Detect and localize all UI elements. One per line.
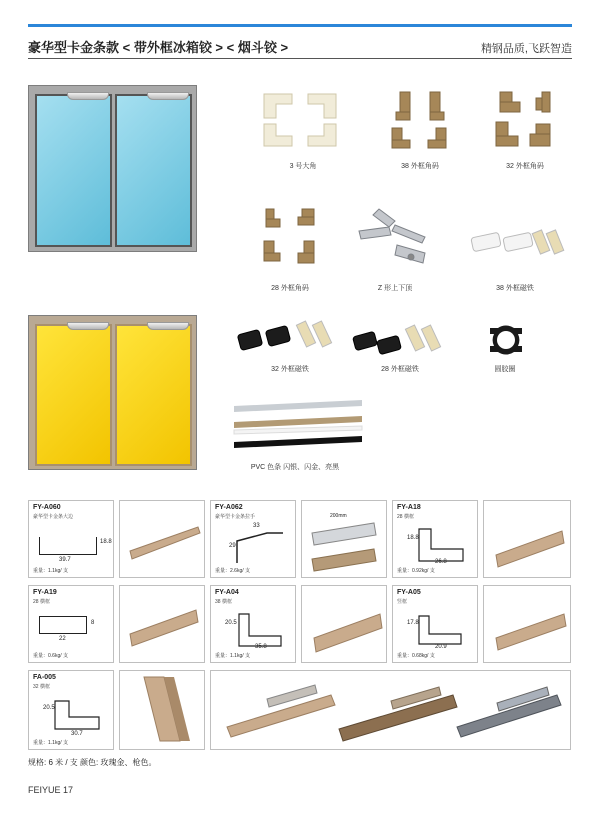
- dimension-width: 20.9: [435, 644, 447, 650]
- profile-section-diagram: [39, 616, 87, 634]
- accessory-caption: 3 号大角: [289, 163, 317, 170]
- profile-card-fy-a19: [28, 585, 114, 663]
- profile-description: 竖框: [397, 599, 408, 605]
- profile-section-diagram: [39, 537, 97, 555]
- door-handle: [147, 322, 189, 330]
- profile-code: FA-005: [33, 674, 56, 681]
- profile-code: FY-A05: [397, 589, 421, 596]
- blue-glass-cabinet-image: [28, 85, 197, 252]
- dimension-width: 22: [59, 636, 66, 642]
- door-handle: [147, 92, 189, 100]
- profile-weight: 重量：0.6kg/ 支: [33, 653, 69, 659]
- accessory-caption: PVC 色条 闪银、闪金、亮黑: [250, 464, 340, 471]
- yellow-glass-door-right: [115, 324, 192, 466]
- profile-section-diagram: [227, 527, 287, 567]
- rubber-ring-image: [484, 320, 528, 358]
- profile-description: 豪华型卡金条大边: [33, 514, 74, 520]
- profile-code: FY-A19: [33, 589, 57, 596]
- profile-card-fy-a060: [28, 500, 114, 578]
- profile-code: FY-A04: [215, 589, 239, 596]
- magnet-28-image: [350, 322, 450, 362]
- accessory-caption: 38 外框角码: [401, 163, 439, 170]
- header-divider: [28, 58, 572, 59]
- accessory-caption: Z 形上下顶: [377, 285, 413, 292]
- accessory-caption: 32 外框角码: [506, 163, 544, 170]
- accessory-caption: 28 外框磁铁: [381, 366, 419, 373]
- header-slogan: 精钢品质,飞跃智造: [480, 43, 572, 55]
- profile-section-diagram: [45, 693, 105, 735]
- profile-photo-fy-a04: [301, 585, 387, 663]
- dimension-width: 39.7: [59, 557, 71, 563]
- profile-description: 28 横框: [33, 599, 50, 605]
- corner-bracket-28-image: [258, 205, 322, 267]
- yellow-glass-cabinet-image: [28, 315, 197, 470]
- profile-card-fy-a18: [392, 500, 478, 578]
- profile-card-fy-a062: [210, 500, 296, 578]
- pvc-color-strips-image: [232, 398, 364, 454]
- page-title: 豪华型卡金条款 < 带外框冰箱铰 > < 烟斗铰 >: [28, 40, 289, 55]
- profile-weight: 重量：1.1kg/ 支: [33, 568, 69, 574]
- profile-description: 32 横框: [33, 684, 50, 690]
- corner-bracket-38-image: [388, 90, 452, 152]
- profile-description: 28 横框: [397, 514, 414, 520]
- dimension-height: 18.8: [100, 539, 112, 545]
- accessory-caption: 38 外框磁铁: [496, 285, 534, 292]
- magnet-32-image: [235, 318, 345, 358]
- dimension-height: 20.5: [43, 705, 55, 711]
- profile-weight: 重量：1.1kg/ 支: [33, 740, 69, 746]
- profile-card-fy-a04: [210, 585, 296, 663]
- dimension-height: 18.8: [407, 535, 419, 541]
- profile-card-fa-005: [28, 670, 114, 750]
- dimension-height: 29: [229, 543, 236, 549]
- dimension-width: 33: [253, 523, 260, 529]
- blue-glass-door-left: [35, 94, 112, 247]
- profile-weight: 重量：0.92kg/ 支: [397, 568, 435, 574]
- profile-weight: 重量：0.68kg/ 支: [397, 653, 435, 659]
- door-handle: [67, 322, 109, 330]
- profile-photo-fy-a19: [119, 585, 205, 663]
- yellow-glass-door-left: [35, 324, 112, 466]
- handle-profiles-photo: [210, 670, 571, 750]
- door-handle: [67, 92, 109, 100]
- profile-photo-fy-a05: [483, 585, 571, 663]
- z-shaped-top-bottom-pin-image: [355, 205, 435, 269]
- profile-description: 豪华型卡金条拉手: [215, 514, 256, 520]
- corner-bracket-32-image: [492, 88, 558, 152]
- profile-photo-fy-a062: [301, 500, 387, 578]
- dimension-width: 26.8: [435, 559, 447, 565]
- profile-photo-fa-005: [119, 670, 205, 750]
- dimension-height: 20.5: [225, 620, 237, 626]
- blue-glass-door-right: [115, 94, 192, 247]
- profile-code: FY-A062: [215, 504, 243, 511]
- dimension-width: 35.8: [255, 644, 267, 650]
- dimension-width: 30.7: [71, 731, 83, 737]
- profile-code: FY-A18: [397, 504, 421, 511]
- profile-code: FY-A060: [33, 504, 61, 511]
- specification-text: 规格: 6 米 / 支 颜色: 玫瑰金、枪色。: [28, 758, 157, 767]
- large-corner-piece-image: [262, 90, 344, 150]
- dimension-height: 8: [91, 620, 95, 626]
- handle-dimension: 200mm: [330, 513, 347, 519]
- header-accent-bar: [28, 24, 572, 27]
- dimension-height: 17.8: [407, 620, 419, 626]
- profile-photo-fy-a18: [483, 500, 571, 578]
- magnet-38-image: [470, 225, 568, 261]
- accessory-caption: 28 外框角码: [271, 285, 309, 292]
- profile-weight: 重量：1.1kg/ 支: [215, 653, 251, 659]
- accessory-caption: 圆胶圈: [494, 366, 516, 373]
- profile-card-fy-a05: [392, 585, 478, 663]
- profile-photo-fy-a060: [119, 500, 205, 578]
- profile-weight: 重量：2.6kg/ 支: [215, 568, 251, 574]
- page-footer: FEIYUE 17: [28, 785, 74, 795]
- accessory-caption: 32 外框磁铁: [271, 366, 309, 373]
- profile-description: 38 横框: [215, 599, 232, 605]
